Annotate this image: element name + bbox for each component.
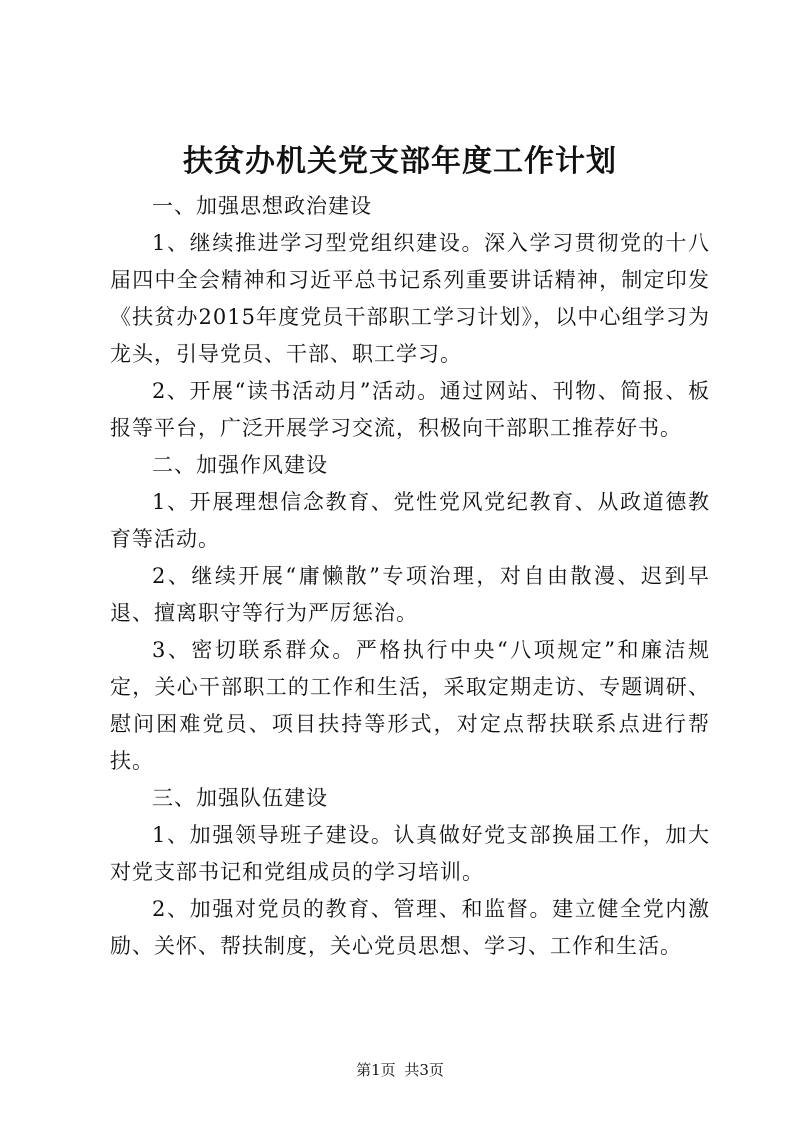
- page-total: 共3页: [404, 1061, 444, 1079]
- paragraph: 1、继续推进学习型党组织建设。深入学习贯彻党的十八届四中全会精神和习近平总书记系列重要讲话精神，制定印发《扶贫办2015年度党员干部职工学习计划》，以中心组学习为龙头，引导党员、干部、职工学习。: [110, 231, 710, 366]
- section-heading-2: 二、加强作风建设: [152, 453, 328, 477]
- paragraph: 1、开展理想信念教育、党性党风党纪教育、从政道德教育等活动。: [110, 490, 710, 551]
- section-heading-1: 一、加强思想政治建设: [152, 194, 372, 218]
- paragraph: 3、密切联系群众。严格执行中央“八项规定”和廉洁规定，关心干部职工的工作和生活，采取定期走访、专题调研、慰问困难党员、项目扶持等形式，对定点帮扶联系点进行帮扶。: [110, 638, 710, 773]
- document-title: 扶贫办机关党支部年度工作计划: [183, 144, 617, 179]
- page-number: 第1页: [356, 1061, 396, 1079]
- paragraph: 1、加强领导班子建设。认真做好党支部换届工作，加大对党支部书记和党组成员的学习培训。: [110, 823, 710, 884]
- page-footer: [0, 1060, 800, 1080]
- section-heading-3: 三、加强队伍建设: [152, 786, 328, 810]
- paragraph: 2、继续开展“庸懒散”专项治理，对自由散漫、迟到早退、擅离职守等行为严厉惩治。: [110, 564, 710, 625]
- paragraph: 2、加强对党员的教育、管理、和监督。建立健全党内激励、关怀、帮扶制度，关心党员思想、学习、工作和生活。: [110, 897, 710, 958]
- document-body: [110, 188, 710, 965]
- paragraph: 2、开展“读书活动月”活动。通过网站、刊物、简报、板报等平台，广泛开展学习交流，积极向干部职工推荐好书。: [110, 379, 710, 440]
